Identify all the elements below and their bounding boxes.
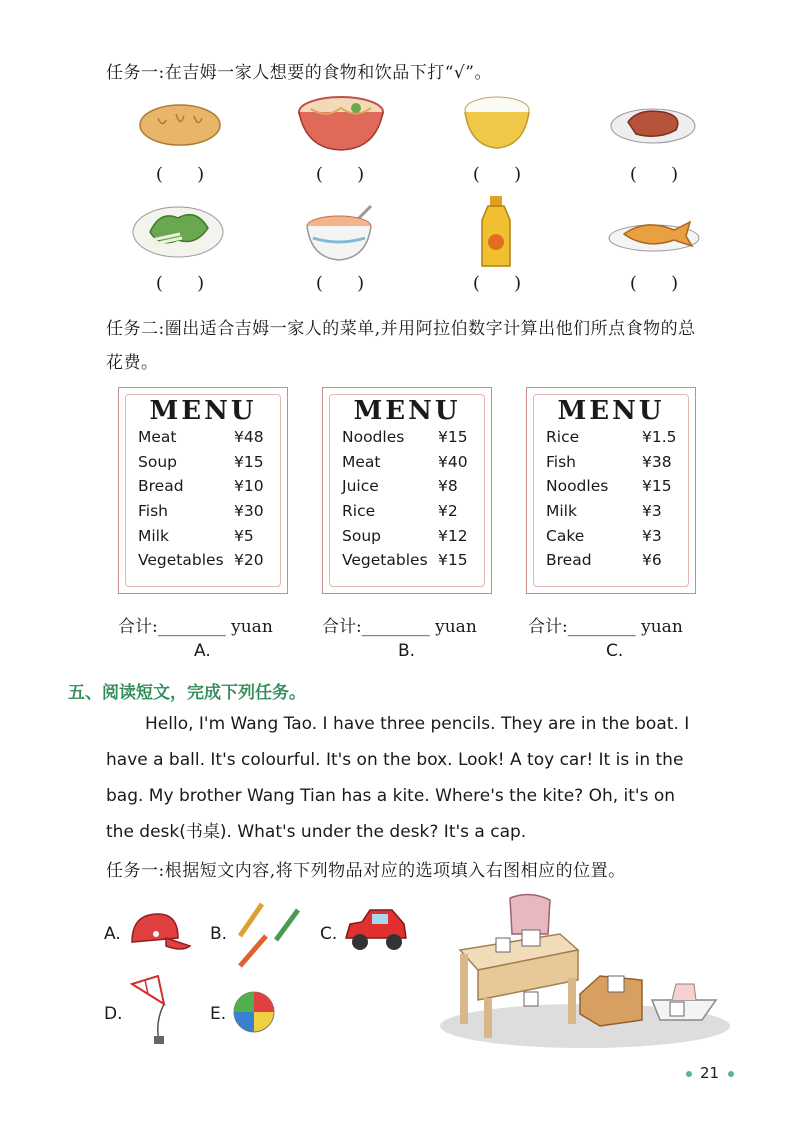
menu-row bbox=[342, 523, 483, 548]
bread-icon bbox=[138, 98, 222, 148]
menu-item-name: Soup bbox=[138, 452, 177, 471]
passage-line-2: have a ball. It's colourful. It's on the box. Look! A toy car! It is in the bbox=[106, 750, 684, 770]
fish-icon bbox=[606, 212, 702, 254]
task1-instruction: 任务一:在吉姆一家人想要的食物和饮品下打“√”。 bbox=[106, 63, 492, 83]
vegetables-icon bbox=[130, 200, 226, 260]
menu-row bbox=[138, 548, 279, 573]
menu-item-name: Soup bbox=[342, 526, 381, 545]
task2-instruction-line1: 任务二:圈出适合吉姆一家人的菜单,并用阿拉伯数字计算出他们所点食物的总 bbox=[106, 319, 696, 339]
passage-line-3: bag. My brother Wang Tian has a kite. Where's the kite? Oh, it's on bbox=[106, 786, 676, 806]
food-paren-7[interactable]: ( ) bbox=[472, 273, 522, 294]
kite-icon[interactable] bbox=[124, 974, 174, 1050]
menu-row bbox=[546, 548, 687, 573]
noodles-icon bbox=[296, 94, 386, 154]
menu-b-letter: B. bbox=[398, 641, 416, 661]
menu-row bbox=[342, 548, 483, 573]
menu-item-price: ¥15 bbox=[438, 428, 468, 447]
menu-row bbox=[138, 450, 279, 475]
menu-item-name: Bread bbox=[546, 551, 592, 570]
menu-row bbox=[546, 425, 687, 450]
menu-item-name: Rice bbox=[342, 502, 376, 521]
menu-item-name: Rice bbox=[546, 428, 580, 447]
menu-item-price: ¥15 bbox=[642, 477, 672, 496]
menu-row bbox=[138, 474, 279, 499]
food-paren-8[interactable]: ( ) bbox=[629, 273, 679, 294]
menu-item-name: Meat bbox=[138, 428, 177, 447]
menu-item-price: ¥20 bbox=[234, 551, 264, 570]
passage-line-1: Hello, I'm Wang Tao. I have three pencils. They are in the boat. I bbox=[145, 714, 690, 734]
menu-item-name: Bread bbox=[138, 477, 184, 496]
menu-item-name: Juice bbox=[342, 477, 379, 496]
menu-a-letter: A. bbox=[194, 641, 211, 661]
rice-icon bbox=[462, 94, 532, 152]
page-dot-right bbox=[728, 1071, 734, 1077]
menu-row bbox=[342, 474, 483, 499]
menu-item-price: ¥1.5 bbox=[642, 428, 677, 447]
menu-row bbox=[546, 474, 687, 499]
section5-title: 五、阅读短文，完成下列任务。 bbox=[68, 683, 306, 703]
menu-item-price: ¥6 bbox=[642, 551, 662, 570]
menu-row bbox=[546, 499, 687, 524]
menu-item-name: Milk bbox=[546, 502, 577, 521]
menu-title: MENU bbox=[353, 396, 461, 426]
menu-row bbox=[546, 523, 687, 548]
cap-icon[interactable] bbox=[126, 908, 192, 954]
ball-icon[interactable] bbox=[232, 990, 276, 1034]
menu-b-total[interactable]: 合计:________ yuan bbox=[322, 617, 477, 637]
menu-a-total[interactable]: 合计:________ yuan bbox=[118, 617, 273, 637]
menu-item-name: Fish bbox=[138, 502, 168, 521]
menu-row bbox=[546, 450, 687, 475]
menu-c-letter: C. bbox=[606, 641, 624, 661]
menu-item-price: ¥3 bbox=[642, 526, 662, 545]
menu-item-price: ¥48 bbox=[234, 428, 264, 447]
task2-instruction-line2: 花费。 bbox=[106, 353, 159, 373]
menu-item-name: Vegetables bbox=[138, 551, 224, 570]
option-a-letter: A. bbox=[104, 924, 121, 944]
menu-item-price: ¥38 bbox=[642, 452, 672, 471]
food-paren-3[interactable]: ( ) bbox=[472, 164, 522, 185]
menu-item-name: Milk bbox=[138, 526, 169, 545]
menu-title: MENU bbox=[149, 396, 257, 426]
menu-item-name: Meat bbox=[342, 452, 381, 471]
menu-row bbox=[138, 425, 279, 450]
food-paren-6[interactable]: ( ) bbox=[315, 273, 365, 294]
menu-item-price: ¥8 bbox=[438, 477, 458, 496]
option-e-letter: E. bbox=[210, 1004, 227, 1024]
menu-item-price: ¥30 bbox=[234, 502, 264, 521]
menu-item-price: ¥12 bbox=[438, 526, 468, 545]
room-scene-picture bbox=[440, 890, 730, 1050]
food-paren-2[interactable]: ( ) bbox=[315, 164, 365, 185]
menu-item-price: ¥40 bbox=[438, 452, 468, 471]
menu-row bbox=[342, 450, 483, 475]
menu-row bbox=[342, 499, 483, 524]
food-paren-5[interactable]: ( ) bbox=[155, 273, 205, 294]
option-b-letter: B. bbox=[210, 924, 228, 944]
menu-item-price: ¥10 bbox=[234, 477, 264, 496]
option-d-letter: D. bbox=[104, 1004, 123, 1024]
page-number: 21 bbox=[700, 1064, 720, 1082]
food-paren-4[interactable]: ( ) bbox=[629, 164, 679, 185]
menu-item-price: ¥5 bbox=[234, 526, 254, 545]
menu-row bbox=[138, 499, 279, 524]
page-dot-left bbox=[686, 1071, 692, 1077]
menu-item-price: ¥2 bbox=[438, 502, 458, 521]
menu-item-price: ¥15 bbox=[438, 551, 468, 570]
menu-item-price: ¥15 bbox=[234, 452, 264, 471]
menu-row bbox=[342, 425, 483, 450]
toy-car-icon[interactable] bbox=[342, 906, 410, 954]
menu-title: MENU bbox=[557, 396, 665, 426]
menu-card-b[interactable] bbox=[322, 387, 492, 594]
menu-c-total[interactable]: 合计:________ yuan bbox=[528, 617, 683, 637]
section5-task1-instruction: 任务一:根据短文内容,将下列物品对应的选项填入右图相应的位置。 bbox=[106, 861, 626, 881]
menu-card-a[interactable] bbox=[118, 387, 288, 594]
menu-item-name: Fish bbox=[546, 452, 576, 471]
menu-item-name: Vegetables bbox=[342, 551, 428, 570]
menu-item-name: Cake bbox=[546, 526, 585, 545]
food-paren-1[interactable]: ( ) bbox=[155, 164, 205, 185]
option-c-letter: C. bbox=[320, 924, 338, 944]
passage-line-4: the desk(书桌). What's under the desk? It's a cap. bbox=[106, 822, 527, 842]
menu-item-name: Noodles bbox=[546, 477, 609, 496]
menu-item-name: Noodles bbox=[342, 428, 405, 447]
menu-card-c[interactable] bbox=[526, 387, 696, 594]
juice-icon bbox=[476, 194, 516, 270]
pencils-icon[interactable] bbox=[232, 900, 304, 968]
menu-item-price: ¥3 bbox=[642, 502, 662, 521]
soup-icon bbox=[305, 202, 377, 262]
menu-row bbox=[138, 523, 279, 548]
meat-icon bbox=[608, 100, 698, 146]
